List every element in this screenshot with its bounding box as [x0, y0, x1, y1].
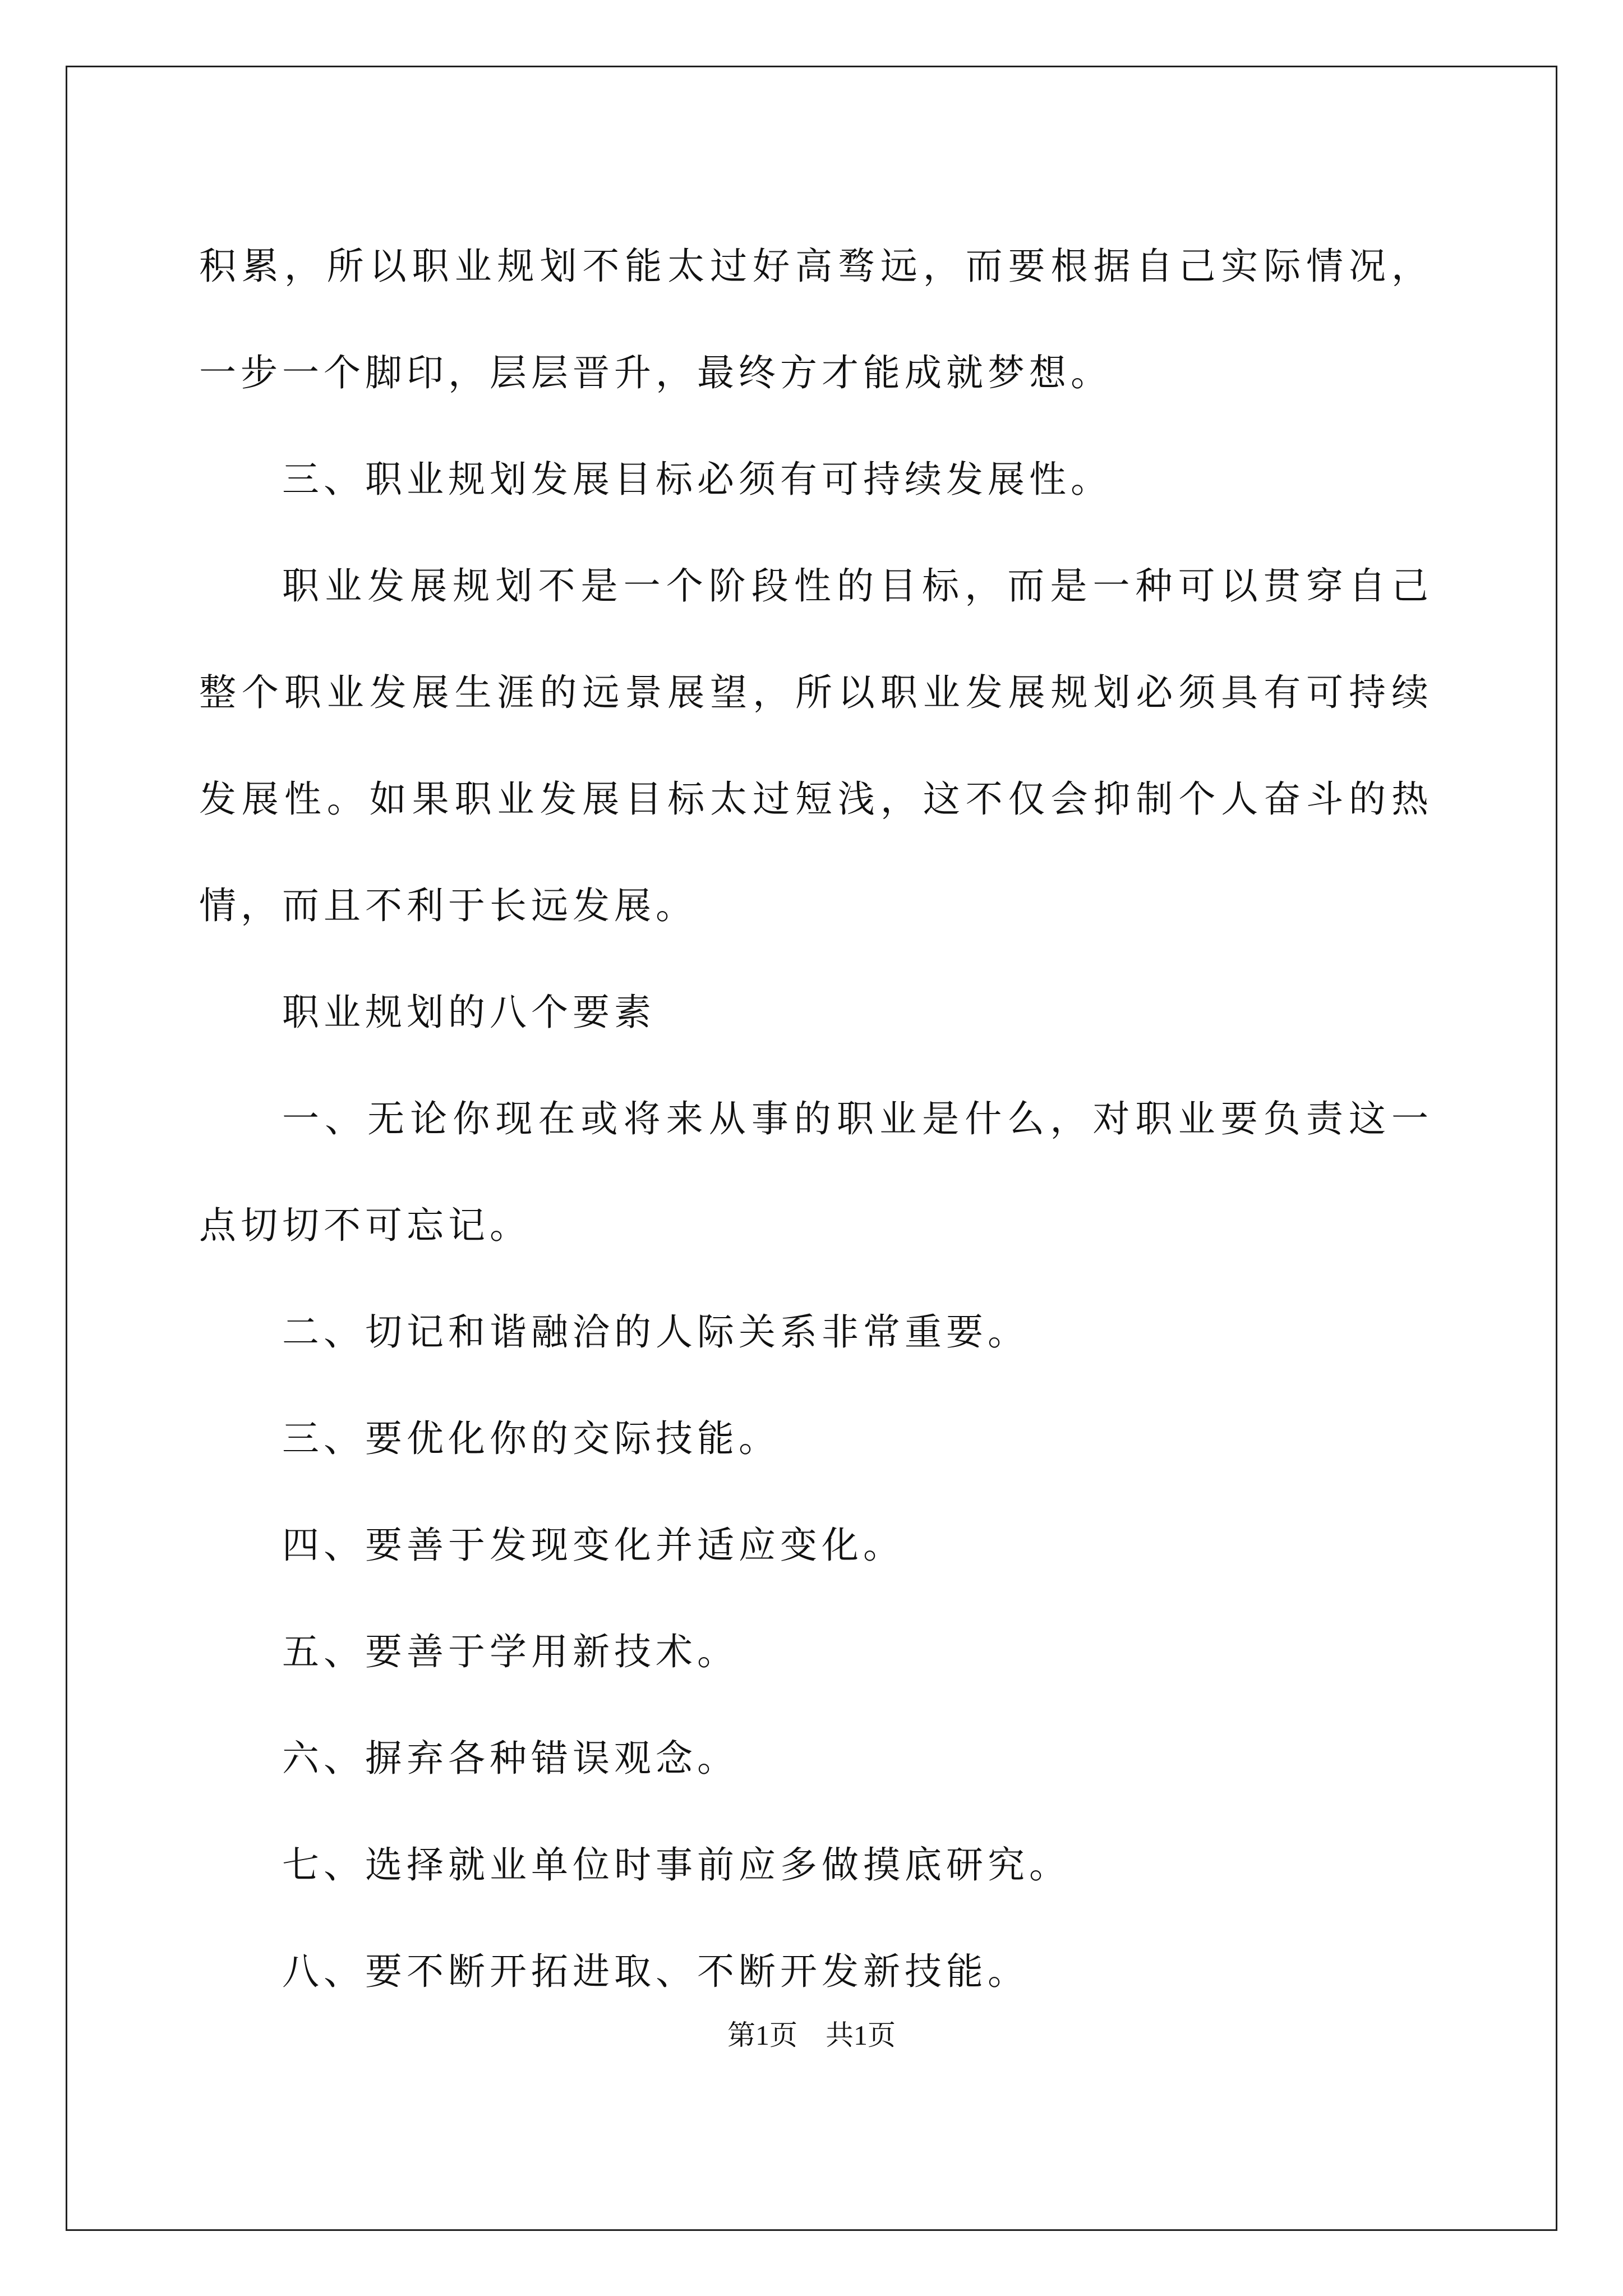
list-item-7: 七、选择就业单位时事前应多做摸底研究。 — [282, 1843, 1071, 1887]
list-item-1: 一、无论你现在或将来从事的职业是什么，对职业要负责这一点切切不可忘记。 — [199, 1097, 1433, 1247]
paragraph-sustainability: 职业发展规划不是一个阶段性的目标，而是一种可以贯穿自己整个职业发展生涯的远景展望，所以职业发展规划必须具有可持续发展性。如果职业发展目标太过短浅，这不仅会抑制个人奋斗的热情，而且不利于长远发展。 — [199, 564, 1433, 927]
list-item-2: 二、切记和谐融洽的人际关系非常重要。 — [282, 1310, 1029, 1354]
paragraph-continuation: 积累，所以职业规划不能太过好高骛远，而要根据自己实际情况，一步一个脚印，层层晋升，最终方才能成就梦想。 — [199, 245, 1433, 394]
page-number-footer: 第1页 共1页 — [727, 2019, 896, 2051]
section-heading-three: 三、职业规划发展目标必须有可持续发展性。 — [282, 458, 1112, 501]
list-item-5: 五、要善于学用新技术。 — [282, 1630, 739, 1673]
document-body — [199, 213, 1433, 2025]
list-item-4: 四、要善于发现变化并适应变化。 — [282, 1524, 905, 1567]
list-item-6: 六、摒弃各种错误观念。 — [282, 1737, 739, 1780]
section-heading-eight-elements: 职业规划的八个要素 — [282, 991, 656, 1034]
list-item-3: 三、要优化你的交际技能。 — [282, 1417, 780, 1460]
list-item-8: 八、要不断开拓进取、不断开发新技能。 — [282, 1950, 1029, 1993]
